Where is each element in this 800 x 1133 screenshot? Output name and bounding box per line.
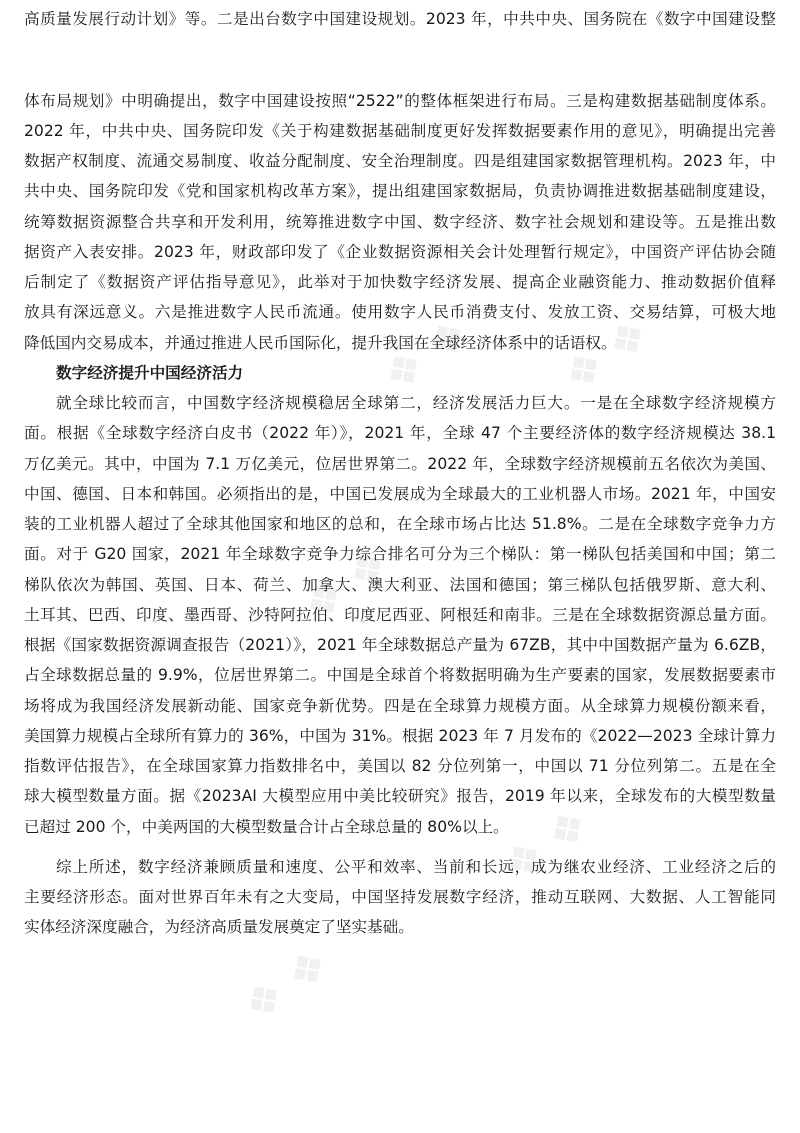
text-line: 装的工业机器人超过了全球其他国家和地区的总和，在全球市场占比达 51.8%。二是在全球数字竞争力方 (24, 515, 776, 533)
text-line: 土耳其、巴西、印度、墨西哥、沙特阿拉伯、印度尼西亚、阿根廷和南非。三是在全球数据资源总量方面。 (24, 606, 776, 624)
text-line: 梯队依次为韩国、英国、日本、荷兰、加拿大、澳大利亚、法国和德国；第三梯队包括俄罗斯、意大利、 (24, 576, 776, 594)
text-line: 降低国内交易成本，并通过推进人民币国际化，提升我国在全球经济体系中的话语权。 (24, 334, 617, 352)
text-line: 就全球比较而言，中国数字经济规模稳居全球第二，经济发展活力巨大。一是在全球数字经济规模方 (56, 394, 776, 412)
text-line: 高质量发展行动计划》等。二是出台数字中国建设规划。2023 年，中共中央、国务院在《数字中国建设整 (24, 10, 776, 28)
text-line: 共中央、国务院印发《党和国家机构改革方案》，提出组建国家数据局，负责协调推进数据基础制度建设， (24, 182, 776, 200)
section-heading: 数字经济提升中国经济活力 (56, 364, 244, 382)
watermark: ❖ ❖ (373, 307, 480, 404)
watermark: ❖ ❖ (553, 307, 660, 404)
text-line: 2022 年，中共中央、国务院印发《关于构建数据基础制度更好发挥数据要素作用的意见》，明确提出完善 (24, 122, 776, 140)
text-line: 统筹数据资源整合共享和开发利用，统筹推进数字中国、数字经济、数字社会规划和建设等。五是推出数 (24, 213, 776, 231)
text-line: 放具有深远意义。六是推进数字人民币流通。使用数字人民币消费支付、发放工资、交易结算，可极大地 (24, 303, 776, 321)
text-line: 指数评估报告》，在全球国家算力指数排名中，美国以 82 分位列第一，中国以 71 分位列第二。五是在全 (24, 757, 776, 775)
text-line: 万亿美元。其中，中国为 7.1 万亿美元，位居世界第二。2022 年，全球数字经济规模前五名依次为美国、 (24, 455, 776, 473)
text-line: 美国算力规模占全球所有算力的 36%，中国为 31%。根据 2023 年 7 月发布的《2022—2023 全球计算力 (24, 727, 776, 745)
text-line: 后制定了《数据资产评估指导意见》，此举对于加快数字经济发展、提高企业融资能力、推动数据价值释 (24, 273, 776, 291)
text-line: 综上所述，数字经济兼顾质量和速度、公平和效率、当前和长远，成为继农业经济、工业经济之后的 (56, 858, 776, 876)
watermark: ❖ ❖ (233, 937, 340, 1034)
text-line: 面。对于 G20 国家，2021 年全球数字竞争力综合排名可分为三个梯队：第一梯队包括美国和中国；第二 (24, 545, 776, 563)
text-line: 面。根据《全球数字经济白皮书（2022 年）》，2021 年，全球 47 个主要经济体的数字经济规模达 38.1 (24, 424, 776, 442)
text-line: 体布局规划》中明确提出，数字中国建设按照“2522”的整体框架进行布局。三是构建数据基础制度体系。 (24, 92, 776, 110)
text-line: 数据产权制度、流通交易制度、收益分配制度、安全治理制度。四是组建国家数据管理机构。2023 年，中 (24, 152, 776, 170)
text-line: 占全球数据总量的 9.9%，位居世界第二。中国是全球首个将数据明确为生产要素的国家，发展数据要素市 (24, 666, 776, 684)
text-line: 球大模型数量方面。据《2023AI 大模型应用中美比较研究》报告，2019 年以来，全球发布的大模型数量 (24, 787, 776, 805)
text-line: 中国、德国、日本和韩国。必须指出的是，中国已发展成为全球最大的工业机器人市场。2021 年，中国安 (24, 485, 776, 503)
watermark: ❖ ❖ (293, 537, 400, 634)
text-line: 据资产入表安排。2023 年，财政部印发了《企业数据资源相关会计处理暂行规定》，中国资产评估协会随 (24, 243, 776, 261)
text-line: 实体经济深度融合，为经济高质量发展奠定了坚实基础。 (24, 918, 414, 936)
text-line: 根据《国家数据资源调查报告（2021）》，2021 年全球数据总产量为 67ZB，其中中国数据产量为 6.6ZB， (24, 636, 776, 654)
text-line: 已超过 200 个，中美两国的大模型数量合计占全球总量的 80%以上。 (24, 818, 509, 836)
watermark: ❖ ❖ (493, 797, 600, 894)
text-line: 场将成为我国经济发展新动能、国家竞争新优势。四是在全球算力规模方面。从全球算力规模份额来看， (24, 697, 776, 715)
text-line: 主要经济形态。面对世界百年未有之大变局，中国坚持发展数字经济，推动互联网、大数据、人工智能同 (24, 888, 776, 906)
